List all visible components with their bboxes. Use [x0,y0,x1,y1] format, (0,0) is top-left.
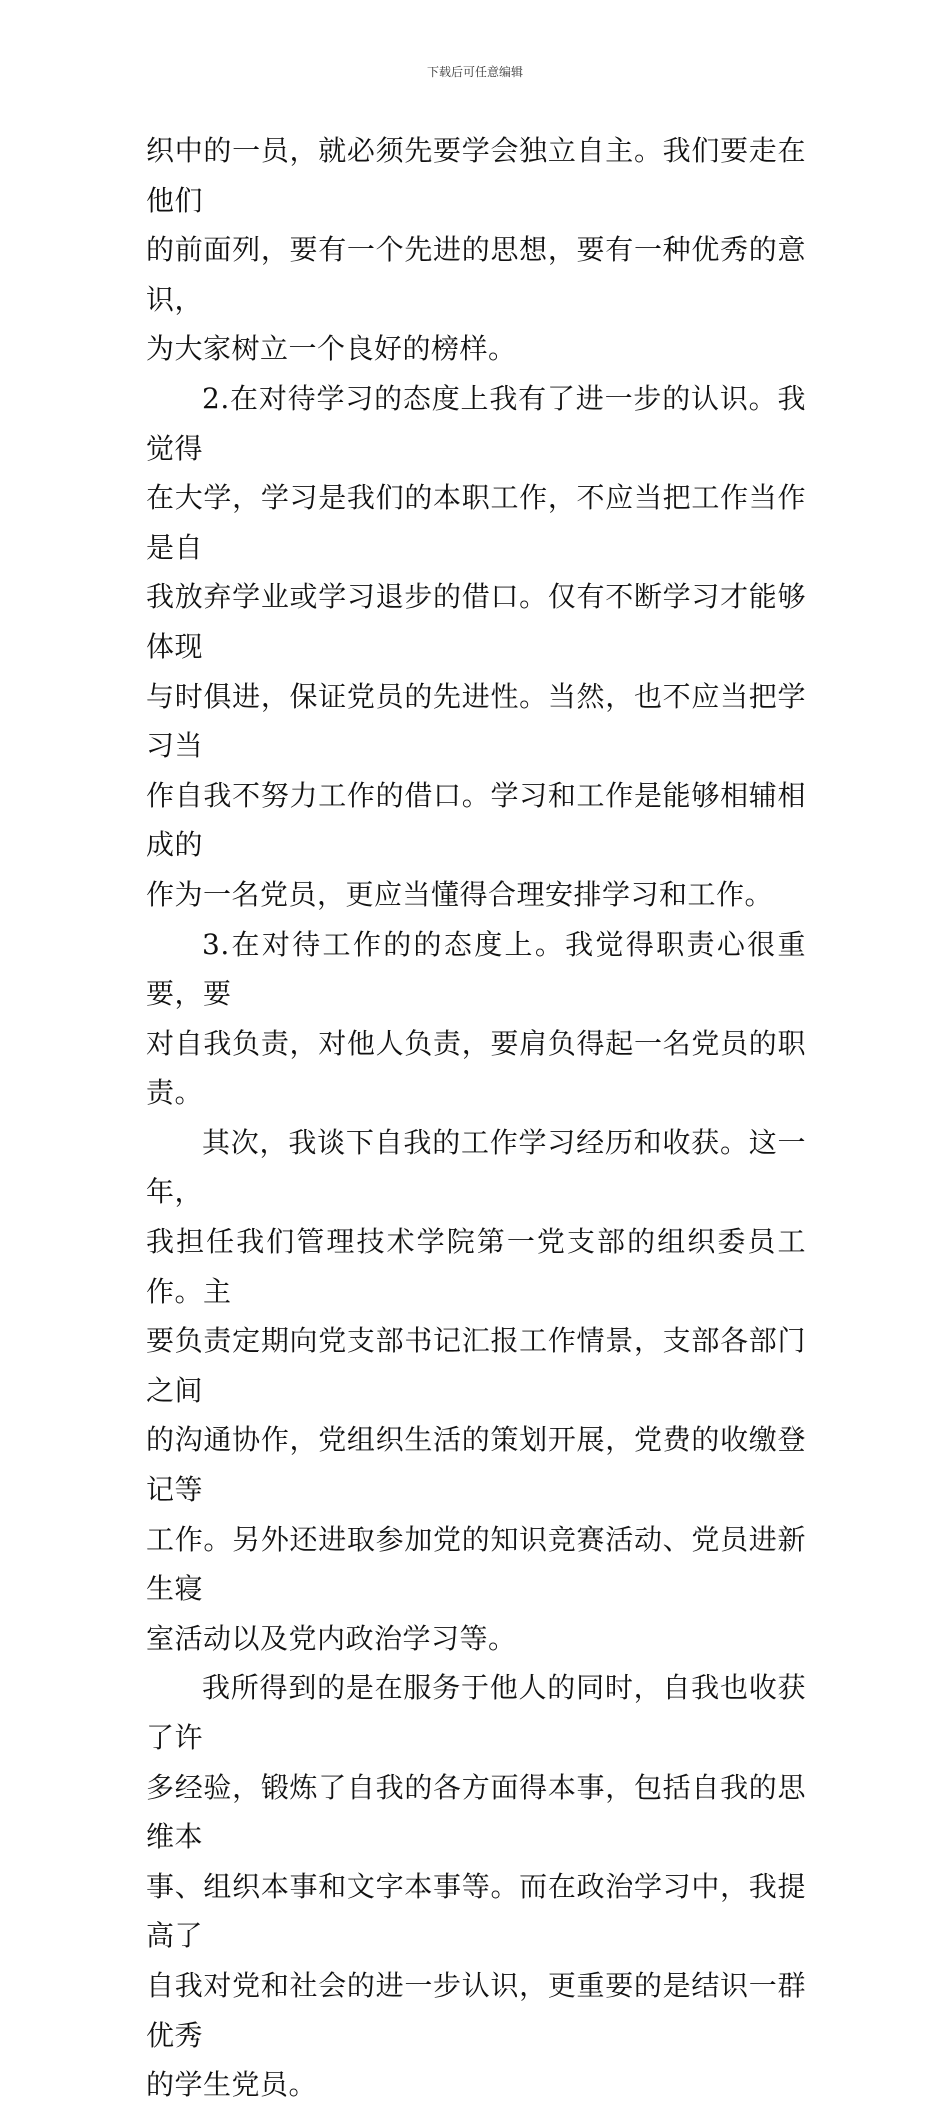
paragraph-1 [146,126,806,374]
paragraph-4 [146,1118,806,1664]
document-body [146,126,806,2110]
text-line: 其次，我谈下自我的工作学习经历和收获。这一年， [146,1125,806,1209]
text-line: 要负责定期向党支部书记汇报工作情景，支部各部门之间 [146,1324,806,1407]
text-line: 的沟通协作，党组织生活的策划开展，党费的收缴登记等 [146,1423,806,1507]
text-line: 自我对党和社会的进一步认识，更重要的是结识一群优秀 [146,1968,806,2052]
text-line: 作为一名党员，更应当懂得合理安排学习和工作。 [146,877,774,911]
paragraph-2 [146,374,806,920]
text-line: 作自我不努力工作的借口。学习和工作是能够相辅相成的 [146,778,806,862]
text-line: 多经验，锻炼了自我的各方面得本事，包括自我的思维本 [146,1770,806,1854]
text-line: 我放弃学业或学习退步的借口。仅有不断学习才能够体现 [146,580,806,663]
text-line: 我担任我们管理技术学院第一党支部的组织委员工作。主 [146,1225,806,1308]
text-line: 事、组织本事和文字本事等。而在政治学习中，我提高了 [146,1869,806,1953]
text-line: 为大家树立一个良好的榜样。 [146,332,517,366]
paragraph-5 [146,1663,806,2109]
page-header: 下载后可任意编辑 [426,65,523,79]
text-line: 织中的一员，就必须先要学会独立自主。我们要走在他们 [146,134,806,217]
text-line: 2.在对待学习的态度上我有了进一步的认识。我觉得 [146,381,806,465]
text-line: 我所得到的是在服务于他人的同时，自我也收获了许 [146,1671,806,1754]
text-line: 对自我负责，对他人负责，要肩负得起一名党员的职责。 [146,1026,806,1110]
paragraph-3 [146,920,806,1118]
text-line: 工作。另外还进取参加党的知识竞赛活动、党员进新生寝 [146,1522,806,1606]
text-line: 的前面列，要有一个先进的思想，要有一种优秀的意识， [146,233,806,316]
text-line: 的学生党员。 [146,2068,318,2102]
text-line: 室活动以及党内政治学习等。 [146,1621,517,1655]
text-line: 在大学，学习是我们的本职工作，不应当把工作当作是自 [146,481,806,564]
text-line: 3.在对待工作的的态度上。我觉得职责心很重要，要 [146,927,806,1011]
text-line: 与时俱进，保证党员的先进性。当然，也不应当把学习当 [146,679,806,763]
